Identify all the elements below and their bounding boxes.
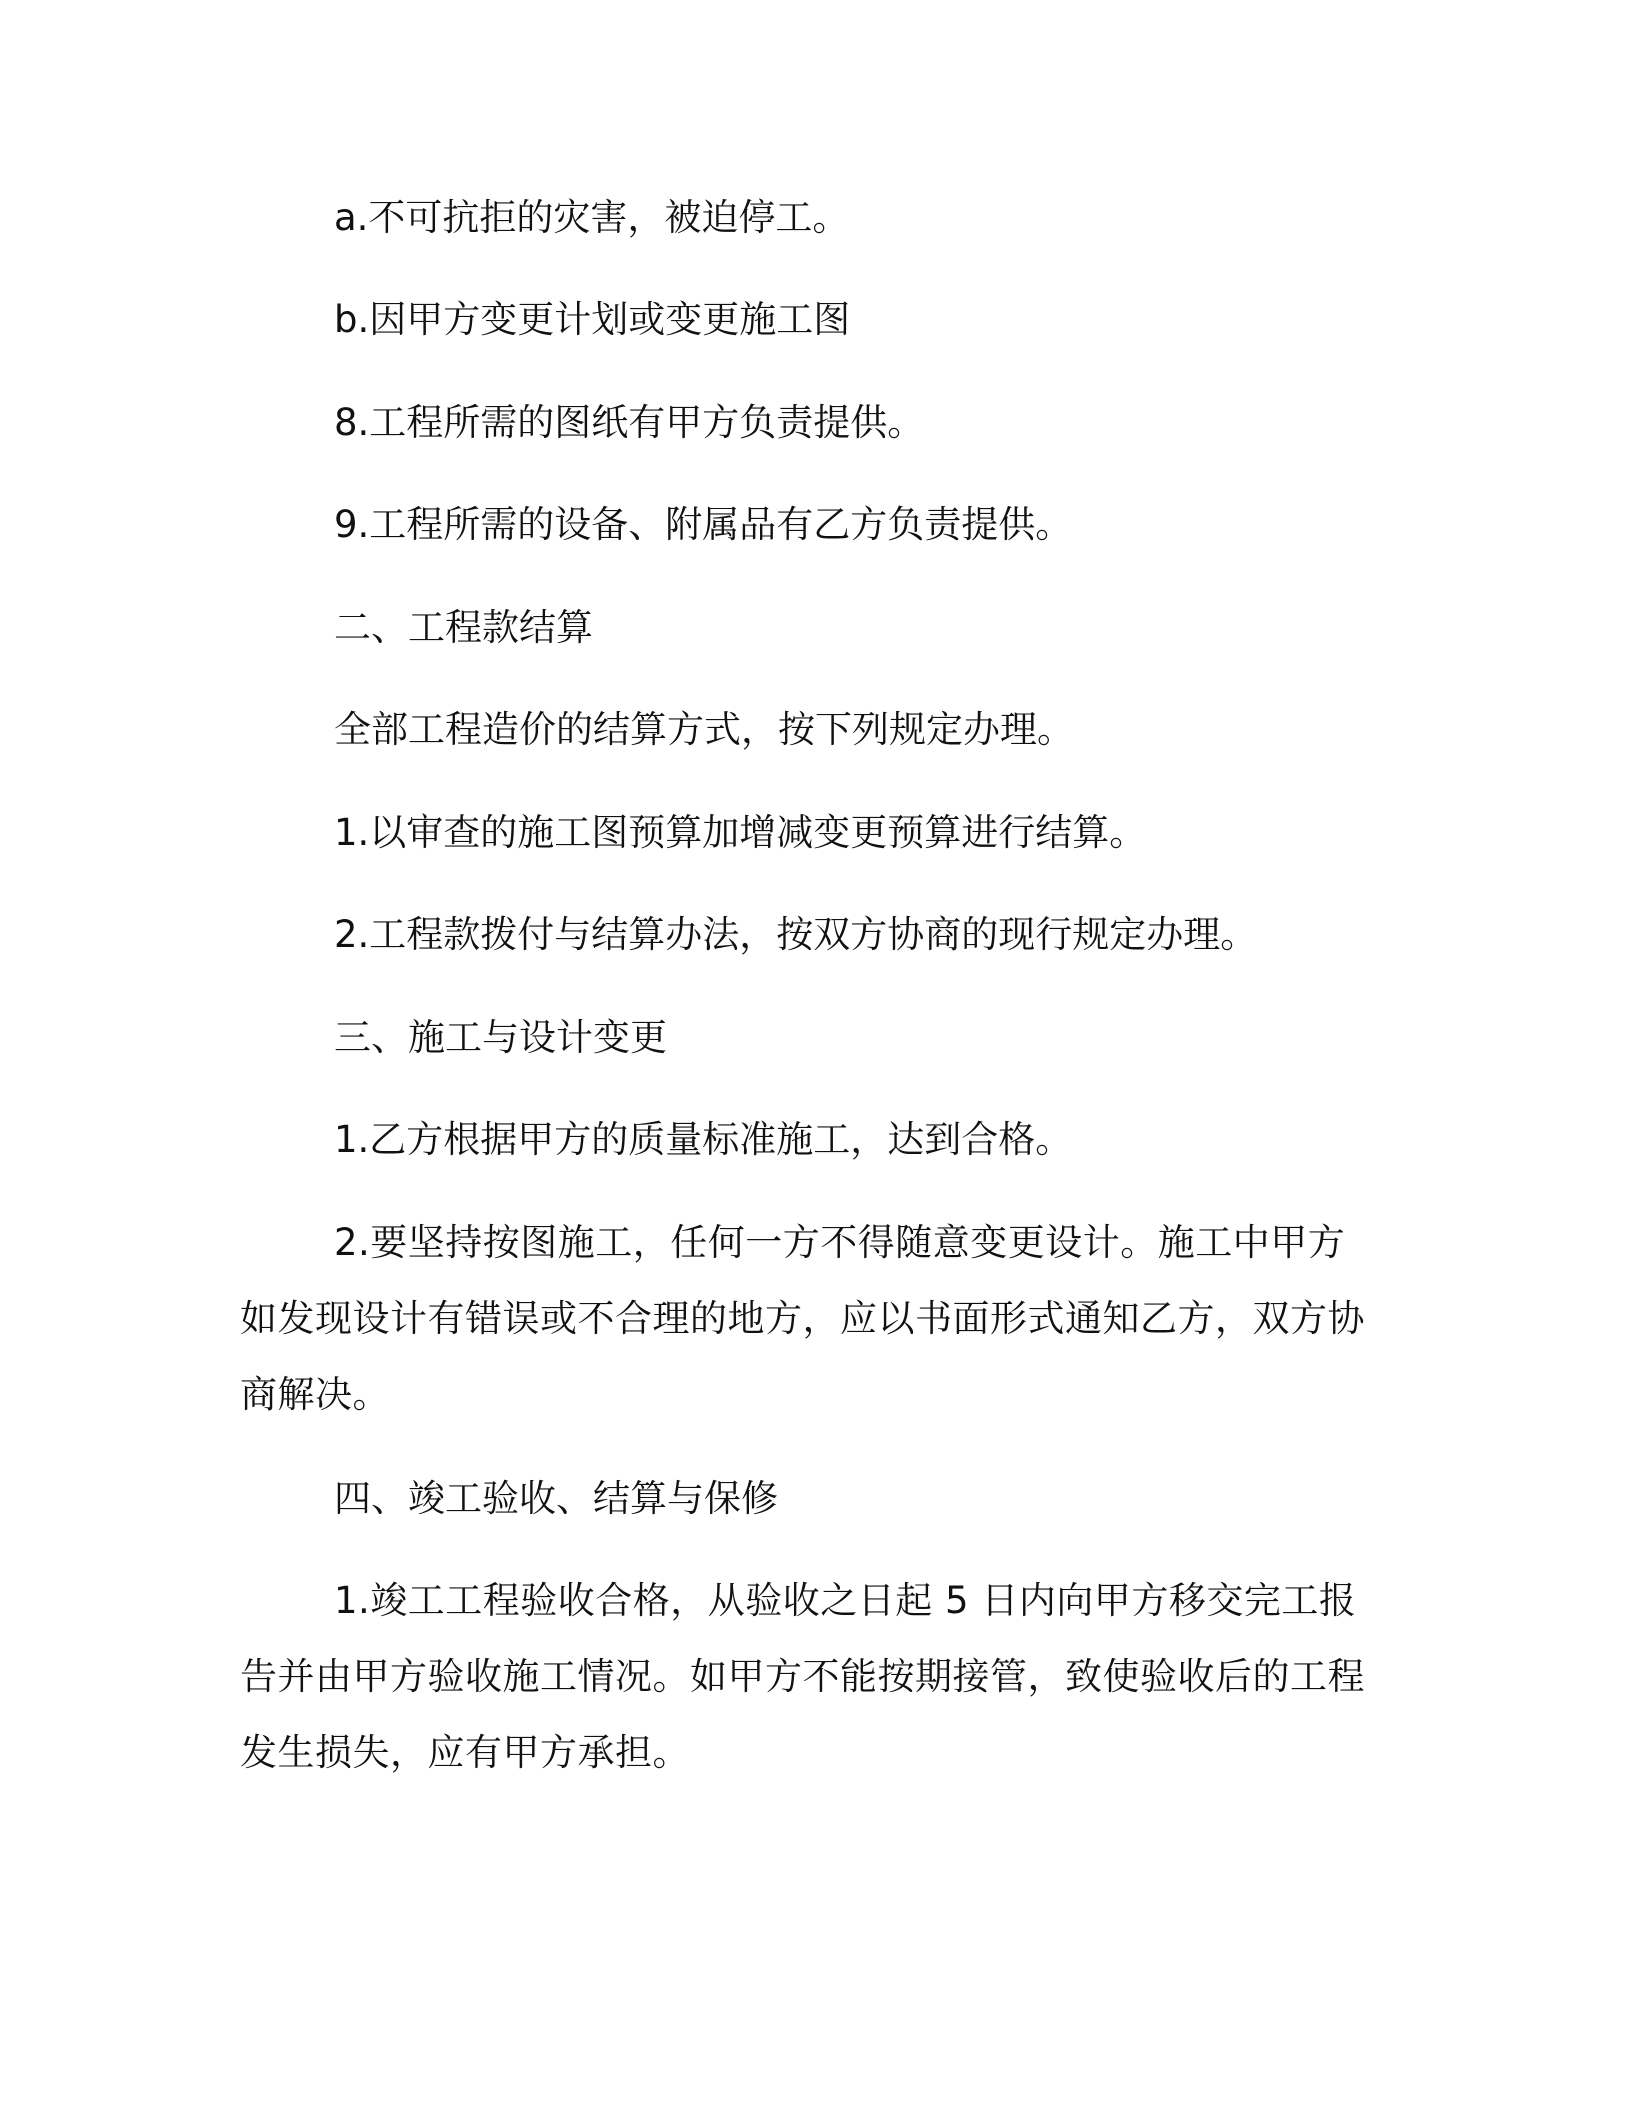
paragraph-acceptance-1: 1.竣工工程验收合格，从验收之日起 5 日内向甲方移交完工报告并由甲方验收施工情况。如甲方不能按期接管，致使验收后的工程发生损失，应有甲方承担。 bbox=[240, 1579, 1365, 1774]
section-heading-2: 二、工程款结算 bbox=[334, 606, 593, 649]
paragraph-settlement-1: 1.以审查的施工图预算加增减变更预算进行结算。 bbox=[334, 811, 1147, 854]
paragraph-settlement-2: 2.工程款拨付与结算办法，按双方协商的现行规定办理。 bbox=[334, 913, 1258, 956]
section-heading-4: 四、竣工验收、结算与保修 bbox=[334, 1477, 778, 1520]
paragraph-settlement-intro: 全部工程造价的结算方式，按下列规定办理。 bbox=[334, 708, 1074, 751]
section-heading-3: 三、施工与设计变更 bbox=[334, 1016, 667, 1059]
paragraph-force-majeure: a.不可抗拒的灾害，被迫停工。 bbox=[334, 196, 850, 239]
paragraph-plan-change: b.因甲方变更计划或变更施工图 bbox=[334, 298, 851, 341]
paragraph-construction-2: 2.要坚持按图施工，任何一方不得随意变更设计。施工中甲方如发现设计有错误或不合理的地方，应以书面形式通知乙方，双方协商解决。 bbox=[240, 1221, 1365, 1416]
paragraph-construction-1: 1.乙方根据甲方的质量标准施工，达到合格。 bbox=[334, 1118, 1073, 1161]
paragraph-item-8: 8.工程所需的图纸有甲方负责提供。 bbox=[334, 401, 925, 444]
paragraph-item-9: 9.工程所需的设备、附属品有乙方负责提供。 bbox=[334, 503, 1073, 546]
